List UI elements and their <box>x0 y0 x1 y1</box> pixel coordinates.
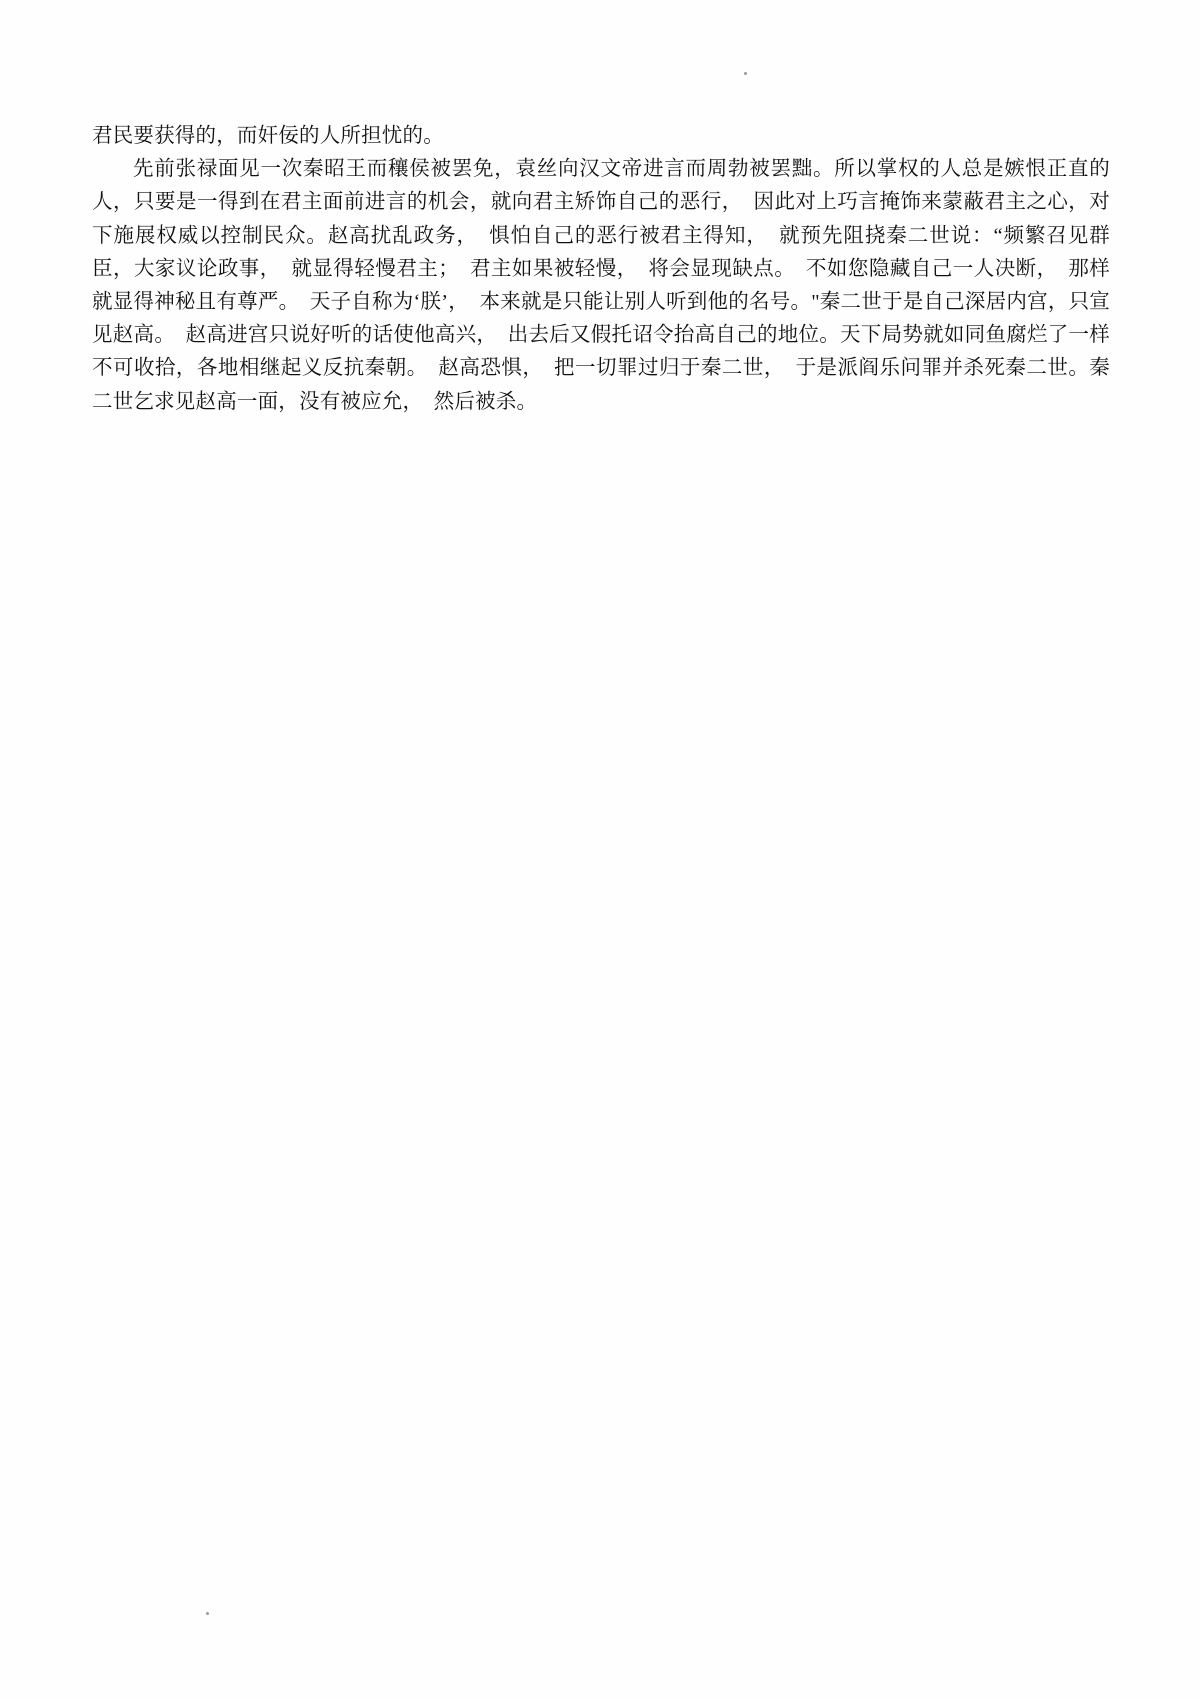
page-bottom-mark <box>206 1612 209 1615</box>
document-body <box>92 120 1110 419</box>
paragraph-1: 君民要获得的，而奸佞的人所担忧的。 <box>92 125 444 147</box>
paragraph-2: 先前张禄面见一次秦昭王而穰侯被罢免，袁丝向汉文帝进言而周勃被罢黜。所以掌权的人总是嫉恨正直的人，只要是一得到在君主面前进言的机会，就向君主矫饰自己的恶行， 因此对上巧言掩饰来蒙蔽君主之心，对下施展权威以控制民众。赵高扰乱政务， 惧怕自己的恶行被君主得知， 就预先阻挠秦二世说：“频繁召见群臣，大家议论政事， 就显得轻慢君主； 君主如果被轻慢， 将会显现缺点。 不如您隐藏自己一人决断， 那样就显得神秘且有尊严。 天子自称为‘朕’， 本来就是只能让别人听到他的名号。"秦二世于是自己深居内宫，只宣见赵高。 赵高进宫只说好听的话使他高兴， 出去后又假托诏令抬高自己的地位。天下局势就如同鱼腐烂了一样不可收拾，各地相继起义反抗秦朝。 赵高恐惧， 把一切罪过归于秦二世， 于是派阎乐问罪并杀死秦二世。秦二世乞求见赵高一面，没有被应允， 然后被杀。 <box>92 158 1110 413</box>
page-top-mark <box>744 72 747 75</box>
